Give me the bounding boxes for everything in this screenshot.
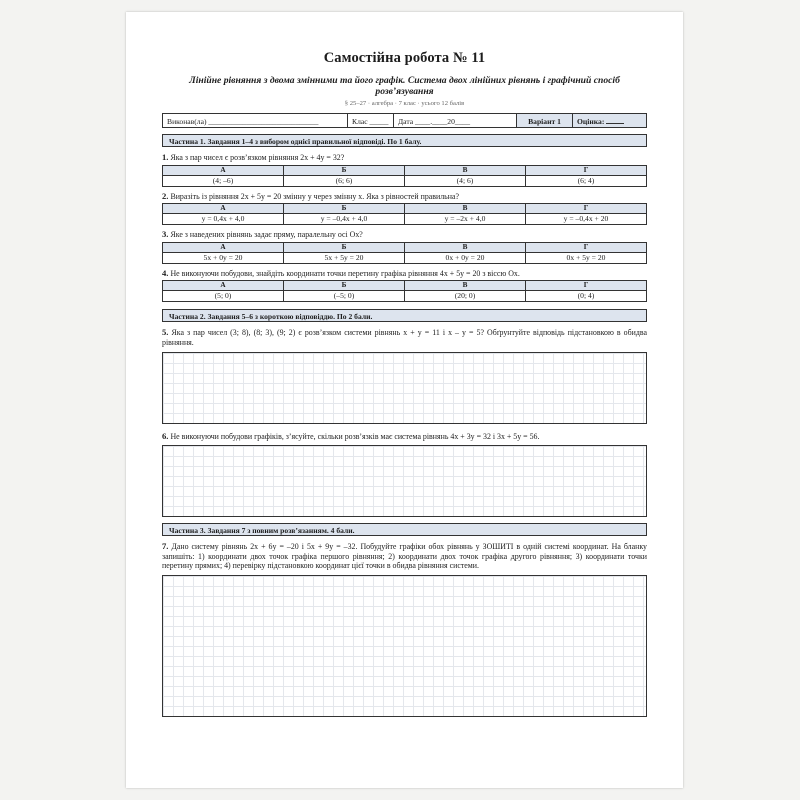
- answer-grid-q5[interactable]: [162, 352, 647, 424]
- grade-field[interactable]: [573, 114, 646, 127]
- question-4: [162, 269, 647, 279]
- question-text: Виразіть із рівняння 2x + 5y = 20 змінну y через змінну x. Яка з рівностей правильна?: [170, 191, 460, 201]
- option-letter-g: Г: [526, 204, 647, 214]
- answer-option[interactable]: 0x + 0y = 20: [405, 252, 526, 263]
- option-letter-b: Б: [284, 242, 405, 252]
- question-number: 2.: [162, 190, 169, 201]
- question-text: Не виконуючи побудови графіків, з’ясуйте, скільки розв’язків має система рівнянь 4x + 3y = 32 і 3x + 5y = 56.: [170, 431, 540, 441]
- option-letter-b: Б: [284, 165, 405, 175]
- question-number: 7.: [162, 541, 169, 552]
- question-6: [162, 432, 647, 442]
- option-letter-v: В: [405, 165, 526, 175]
- option-letter-a: А: [163, 165, 284, 175]
- question-text: Яка з пар чисел (3; 8), (8; 3), (9; 2) є розв’язком системи рівнянь x + y = 11 і x – y = 5? Обґрунтуйте відповідь підстановкою в обидва рівняння.: [162, 328, 647, 347]
- option-letter-g: Г: [526, 165, 647, 175]
- answer-option[interactable]: (0; 4): [526, 291, 647, 302]
- answer-grid-q6[interactable]: [162, 445, 647, 517]
- answer-option[interactable]: 5x + 0y = 20: [163, 252, 284, 263]
- option-letter-g: Г: [526, 281, 647, 291]
- grade-label: Оцінка:: [577, 117, 605, 126]
- answer-option[interactable]: (–5; 0): [284, 291, 405, 302]
- question-1: [162, 153, 647, 163]
- option-letter-a: А: [163, 204, 284, 214]
- question-7: [162, 542, 647, 571]
- answer-options-q4: [162, 280, 647, 302]
- question-5: [162, 328, 647, 347]
- question-2: [162, 192, 647, 202]
- class-field[interactable]: Клас _____: [348, 114, 394, 127]
- option-letter-v: В: [405, 242, 526, 252]
- option-letter-b: Б: [284, 281, 405, 291]
- answer-options-q1: [162, 165, 647, 187]
- answer-option[interactable]: y = –0,4x + 4,0: [284, 214, 405, 225]
- answer-options-q3: [162, 242, 647, 264]
- answer-option[interactable]: 0x + 5y = 20: [526, 252, 647, 263]
- question-text: Дано систему рівнянь 2x + 6y = –20 і 5x + 9y = –32. Побудуйте графіки обох рівнянь у ЗОШИТІ в одній системі координат. На бланку запишіть: 1) координати двох точок графіка першого рівняння; 2) координати двох точок графіка другого рівняння; 3) координати точки перетину прямих; 4) перевірку підстановкою координат цієї точки в обидва рівняння системи.: [162, 542, 647, 571]
- question-number: 4.: [162, 267, 169, 278]
- answer-option[interactable]: (4; 6): [405, 175, 526, 186]
- section-header-part2: Частина 2. Завдання 5–6 з короткою відповіддю. По 2 бали.: [162, 309, 647, 322]
- answer-option[interactable]: y = –2x + 4,0: [405, 214, 526, 225]
- option-letter-v: В: [405, 204, 526, 214]
- question-text: Яка з пар чисел є розв’язком рівняння 2x + 4y = 32?: [170, 153, 345, 162]
- worksheet-page: [126, 12, 683, 788]
- answer-option[interactable]: (20; 0): [405, 291, 526, 302]
- answer-grid-q7[interactable]: [162, 575, 647, 717]
- answer-option[interactable]: 5x + 5y = 20: [284, 252, 405, 263]
- question-text: Яке з наведених рівнянь задає пряму, паралельну осі Ox?: [170, 230, 363, 240]
- option-letter-b: Б: [284, 204, 405, 214]
- answer-option[interactable]: (6; 4): [526, 175, 647, 186]
- option-letter-v: В: [405, 281, 526, 291]
- date-field[interactable]: Дата ____.____20____: [394, 114, 517, 127]
- question-number: 1.: [162, 152, 169, 162]
- page-subtitle: Лінійне рівняння з двома змінними та його графік. Система двох лінійних рівнянь і графічний спосіб розв’язування: [189, 75, 620, 97]
- option-letter-a: А: [163, 242, 284, 252]
- student-info-bar: [162, 113, 647, 128]
- page-title: Самостійна робота № 11: [323, 50, 486, 66]
- question-number: 3.: [162, 229, 169, 240]
- student-name-field[interactable]: Виконав(ла) _____________________________: [163, 114, 348, 127]
- question-number: 5.: [162, 327, 169, 338]
- option-letter-g: Г: [526, 242, 647, 252]
- section-header-part3: Частина 3. Завдання 7 з повним розв’язанням. 4 бали.: [162, 523, 647, 536]
- answer-option[interactable]: (5; 0): [163, 291, 284, 302]
- question-text: Не виконуючи побудови, знайдіть координати точки перетину графіка рівняння 4x + 5y = 20 з віссю Ox.: [170, 268, 520, 278]
- answer-options-q2: [162, 203, 647, 225]
- answer-option[interactable]: (6; 6): [284, 175, 405, 186]
- question-number: 6.: [162, 430, 169, 441]
- answer-option[interactable]: y = –0,4x + 20: [526, 214, 647, 225]
- option-letter-a: А: [163, 281, 284, 291]
- question-3: [162, 230, 647, 240]
- worksheet-content: [162, 50, 647, 717]
- section-header-part1: Частина 1. Завдання 1–4 з вибором однієї правильної відповіді. По 1 балу.: [162, 134, 647, 147]
- variant-label: Варіант 1: [517, 114, 573, 127]
- answer-option[interactable]: y = 0,4x + 4,0: [163, 214, 284, 225]
- grade-blank[interactable]: [606, 117, 624, 124]
- answer-option[interactable]: (4; –6): [163, 175, 284, 186]
- page-meta: § 25–27 · алгебра · 7 клас · усього 12 балів: [344, 100, 465, 107]
